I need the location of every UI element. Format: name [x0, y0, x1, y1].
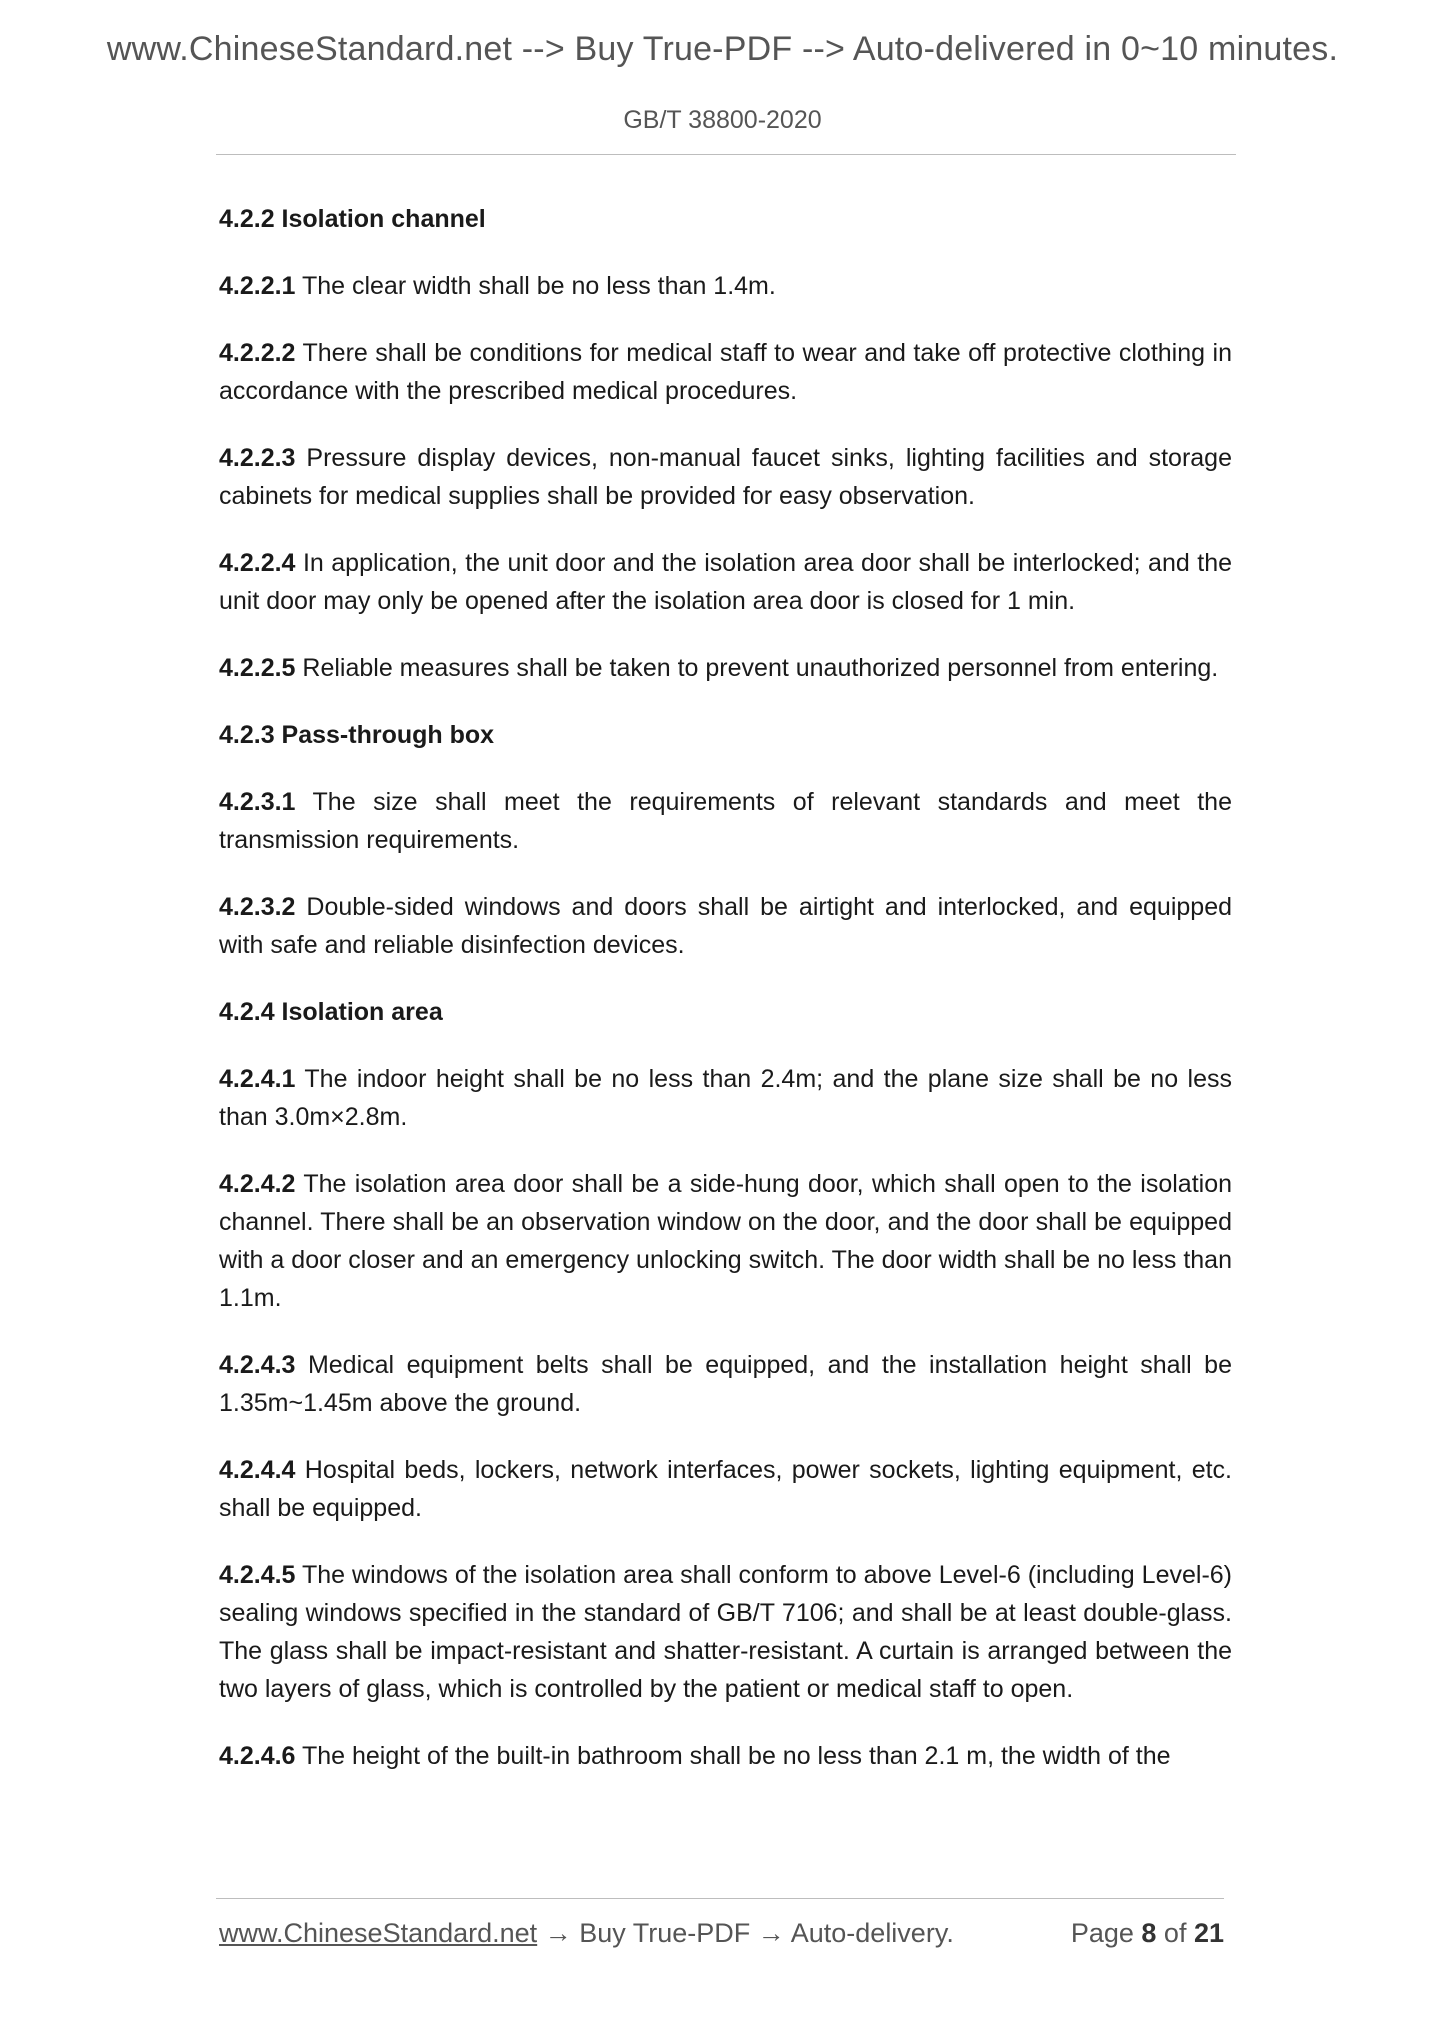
clause-4-2-3-2	[219, 888, 1232, 964]
clause-4-2-4-5	[219, 1556, 1232, 1708]
footer-tagline: → Buy True-PDF → Auto-delivery.	[537, 1918, 954, 1948]
clause-number: 4.2.4.3	[219, 1351, 296, 1379]
clause-4-2-2-2	[219, 334, 1232, 410]
section-heading-4-2-2: 4.2.2 Isolation channel	[219, 205, 486, 233]
clause-number: 4.2.4.4	[219, 1456, 296, 1484]
clause-text: The clear width shall be no less than 1.4m.	[295, 272, 776, 300]
clause-4-2-2-5	[219, 649, 1232, 687]
total-pages-number: 21	[1193, 1918, 1224, 1948]
clause-4-2-4-1	[219, 1060, 1232, 1136]
clause-4-2-4-3	[219, 1346, 1232, 1422]
header-divider	[216, 154, 1236, 155]
clause-4-2-2-4	[219, 544, 1232, 620]
clause-text: In application, the unit door and the isolation area door shall be interlocked; and the unit door may only be opened after the isolation area door is closed for 1 min.	[219, 549, 1232, 615]
clause-text: There shall be conditions for medical staff to wear and take off protective clothing in accordance with the prescribed medical procedures.	[219, 339, 1232, 405]
clause-number: 4.2.2.4	[219, 549, 296, 577]
clause-number: 4.2.4.6	[219, 1742, 296, 1770]
section-heading-4-2-3: 4.2.3 Pass-through box	[219, 721, 495, 749]
clause-text: The indoor height shall be no less than 2.4m; and the plane size shall be no less than 3.0m×2.8m.	[219, 1065, 1232, 1131]
clause-number: 4.2.3.2	[219, 893, 296, 921]
clause-text: Pressure display devices, non-manual faucet sinks, lighting facilities and storage cabinets for medical supplies shall be provided for easy observation.	[219, 444, 1232, 510]
page-label: Page	[1070, 1918, 1142, 1948]
clause-4-2-4-2	[219, 1165, 1232, 1317]
clause-number: 4.2.4.1	[219, 1065, 296, 1093]
clause-number: 4.2.4.5	[219, 1561, 296, 1589]
page-footer	[219, 1918, 1224, 1949]
page-indicator	[1071, 1918, 1224, 1949]
clause-number: 4.2.2.2	[219, 339, 296, 367]
clause-text: The isolation area door shall be a side-hung door, which shall open to the isolation channel. There shall be an observation window on the door, and the door shall be equipped with a door closer and an emergency unlocking switch. The door width shall be no less than 1.1m.	[219, 1170, 1232, 1312]
clause-number: 4.2.4.2	[219, 1170, 296, 1198]
clause-text: Reliable measures shall be taken to prevent unauthorized personnel from entering.	[295, 654, 1219, 682]
document-body	[219, 200, 1232, 1804]
clause-number: 4.2.2.3	[219, 444, 296, 472]
clause-4-2-4-6	[219, 1737, 1232, 1775]
document-code: GB/T 38800-2020	[623, 106, 822, 134]
clause-text: The height of the built-in bathroom shall be no less than 2.1 m, the width of the	[295, 1742, 1171, 1770]
of-label: of	[1156, 1918, 1194, 1948]
clause-text: Double-sided windows and doors shall be airtight and interlocked, and equipped with safe and reliable disinfection devices.	[219, 893, 1232, 959]
clause-4-2-4-4	[219, 1451, 1232, 1527]
clause-text: Hospital beds, lockers, network interfaces, power sockets, lighting equipment, etc. shall be equipped.	[219, 1456, 1232, 1522]
clause-number: 4.2.3.1	[219, 788, 296, 816]
site-banner: www.ChineseStandard.net --> Buy True-PDF --> Auto-delivered in 0~10 minutes.	[106, 30, 1339, 68]
clause-text: Medical equipment belts shall be equipped, and the installation height shall be 1.35m~1.45m above the ground.	[219, 1351, 1232, 1417]
clause-number: 4.2.2.1	[219, 272, 296, 300]
current-page-number: 8	[1141, 1918, 1157, 1948]
clause-4-2-3-1	[219, 783, 1232, 859]
clause-4-2-2-1	[219, 267, 1232, 305]
section-heading-4-2-4: 4.2.4 Isolation area	[219, 998, 443, 1026]
footer-divider	[216, 1898, 1224, 1899]
clause-text: The size shall meet the requirements of relevant standards and meet the transmission requirements.	[219, 788, 1232, 854]
clause-number: 4.2.2.5	[219, 654, 296, 682]
site-link[interactable]: www.ChineseStandard.net	[219, 1918, 538, 1948]
clause-text: The windows of the isolation area shall conform to above Level-6 (including Level-6) sealing windows specified in the standard of GB/T 7106; and shall be at least double-glass. The glass shall be impact-resistant and shatter-resistant. A curtain is arranged between the two layers of glass, which is controlled by the patient or medical staff to open.	[219, 1561, 1232, 1703]
clause-4-2-2-3	[219, 439, 1232, 515]
